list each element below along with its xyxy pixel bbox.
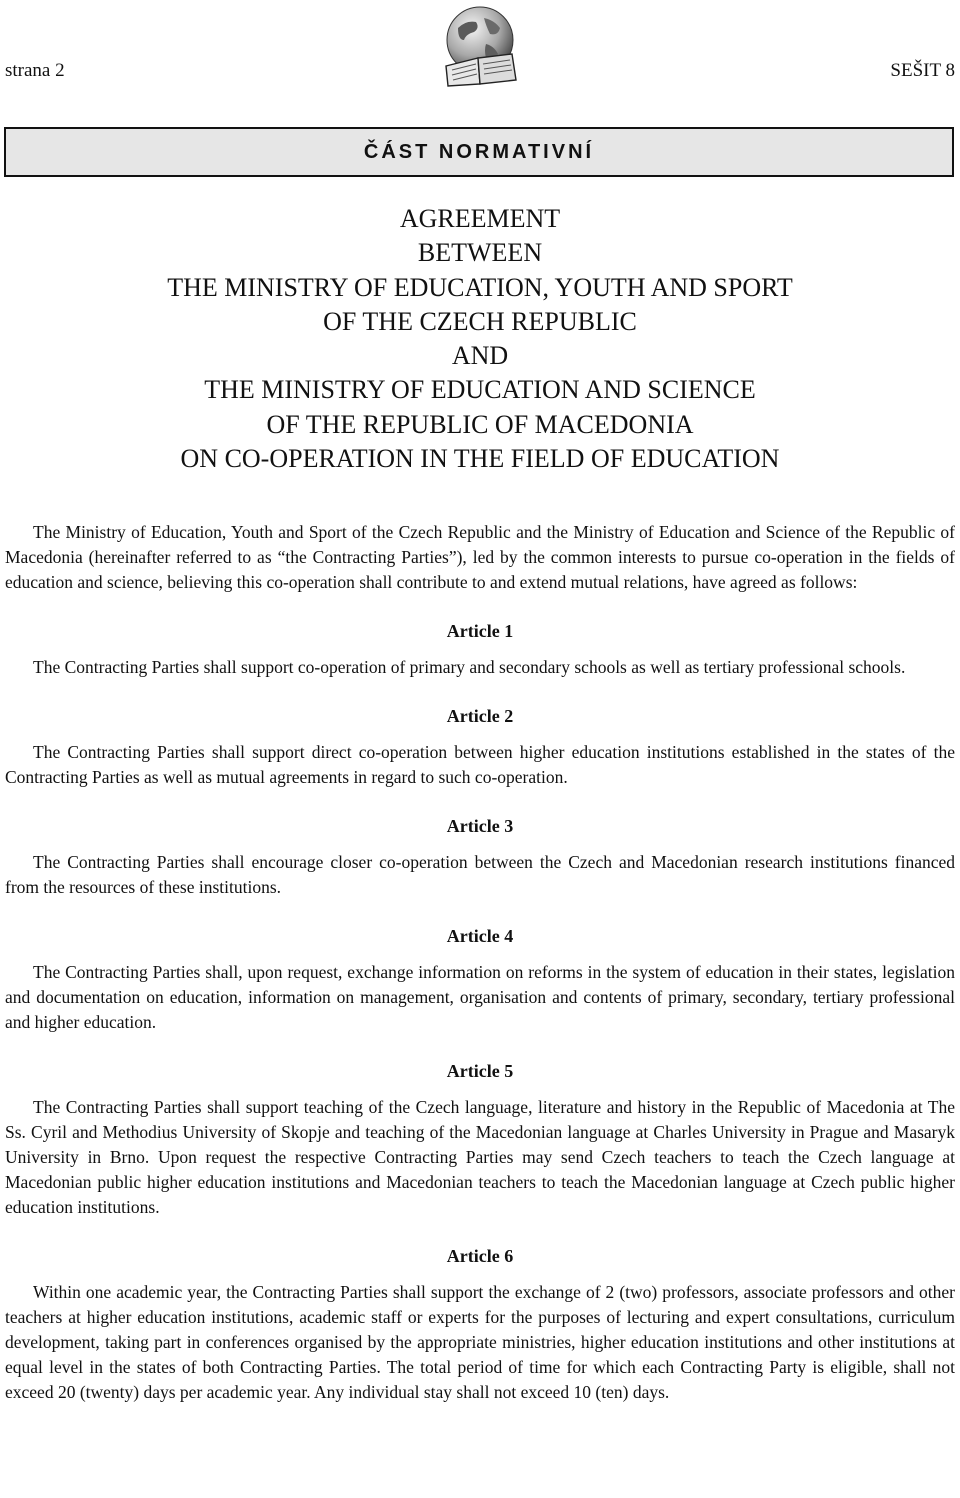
title-line: THE MINISTRY OF EDUCATION AND SCIENCE — [204, 375, 756, 405]
globe-book-icon — [440, 4, 520, 88]
article-heading: Article 2 — [446, 706, 514, 726]
preamble-paragraph: The Ministry of Education, Youth and Sport of the Czech Republic and the Ministry of Education and Science of the Republic of Macedonia (hereinafter referred to as “the Contracting Parties”), led by the common interests to pursue co-operation in the fields of education and science, believing this co-operation shall contribute to and extend mutual relations, have agreed as follows: — [5, 522, 955, 592]
article-heading: Article 1 — [446, 621, 514, 641]
article-paragraph: The Contracting Parties shall encourage closer co-operation between the Czech and Macedonian research institutions financed from the resources of these institutions. — [5, 852, 955, 897]
article-heading: Article 3 — [446, 816, 514, 836]
title-line: AGREEMENT — [399, 204, 561, 233]
page-header — [0, 0, 960, 100]
issue-number: SEŠIT 8 — [890, 60, 955, 81]
title-line: OF THE CZECH REPUBLIC — [323, 306, 637, 336]
article-paragraph: The Contracting Parties shall support direct co-operation between higher education institutions established in the states of the Contracting Parties as well as mutual agreements in regard to such co-operation. — [5, 742, 955, 787]
article-heading: Article 5 — [446, 1061, 514, 1081]
article-paragraph: The Contracting Parties shall, upon request, exchange information on reforms in the system of education in their states, legislation and documentation on education, information on management, organisation and contents of primary, secondary, tertiary professional and higher education. — [5, 962, 955, 1032]
article-paragraph: Within one academic year, the Contracting Parties shall support the exchange of 2 (two) professors, associate professors and other teachers at higher education institutions, academic staff or experts for the purposes of lecturing and expert consultations, curriculum development, taking part in conferences organised by the appropriate ministries, higher education institutions and other institutions at equal level in the states of both Contracting Parties. The total period of time for which each Contracting Party is eligible, shall not exceed 20 (twenty) days per academic year. Any individual stay shall not exceed 10 (ten) days. — [5, 1282, 955, 1402]
article-paragraph: The Contracting Parties shall support teaching of the Czech language, literature and history in the Republic of Macedonia at The Ss. Cyril and Methodius University of Skopje and teaching of the Macedonian language at Charles University in Prague and Masaryk University in Brno. Upon request the respective Contracting Parties may send Czech teachers to teach the Czech language at Macedonian public higher education institutions and Macedonian teachers to teach the Macedonian language at Czech public higher education institutions. — [5, 1097, 955, 1217]
title-line: OF THE REPUBLIC OF MACEDONIA — [266, 409, 694, 439]
article-paragraph: The Contracting Parties shall support co-operation of primary and secondary schools as well as tertiary professional schools. — [33, 657, 906, 677]
title-line: BETWEEN — [417, 238, 543, 268]
agreement-title — [0, 202, 960, 476]
page-number: strana 2 — [5, 60, 65, 81]
article-heading: Article 4 — [446, 926, 514, 946]
document-body — [5, 520, 955, 1405]
article-heading: Article 6 — [446, 1246, 514, 1266]
title-line: AND — [451, 341, 509, 371]
title-line: THE MINISTRY OF EDUCATION, YOUTH AND SPORT — [167, 272, 793, 302]
title-line: ON CO-OPERATION IN THE FIELD OF EDUCATION — [180, 444, 780, 474]
section-banner: ČÁST NORMATIVNÍ — [4, 127, 954, 177]
